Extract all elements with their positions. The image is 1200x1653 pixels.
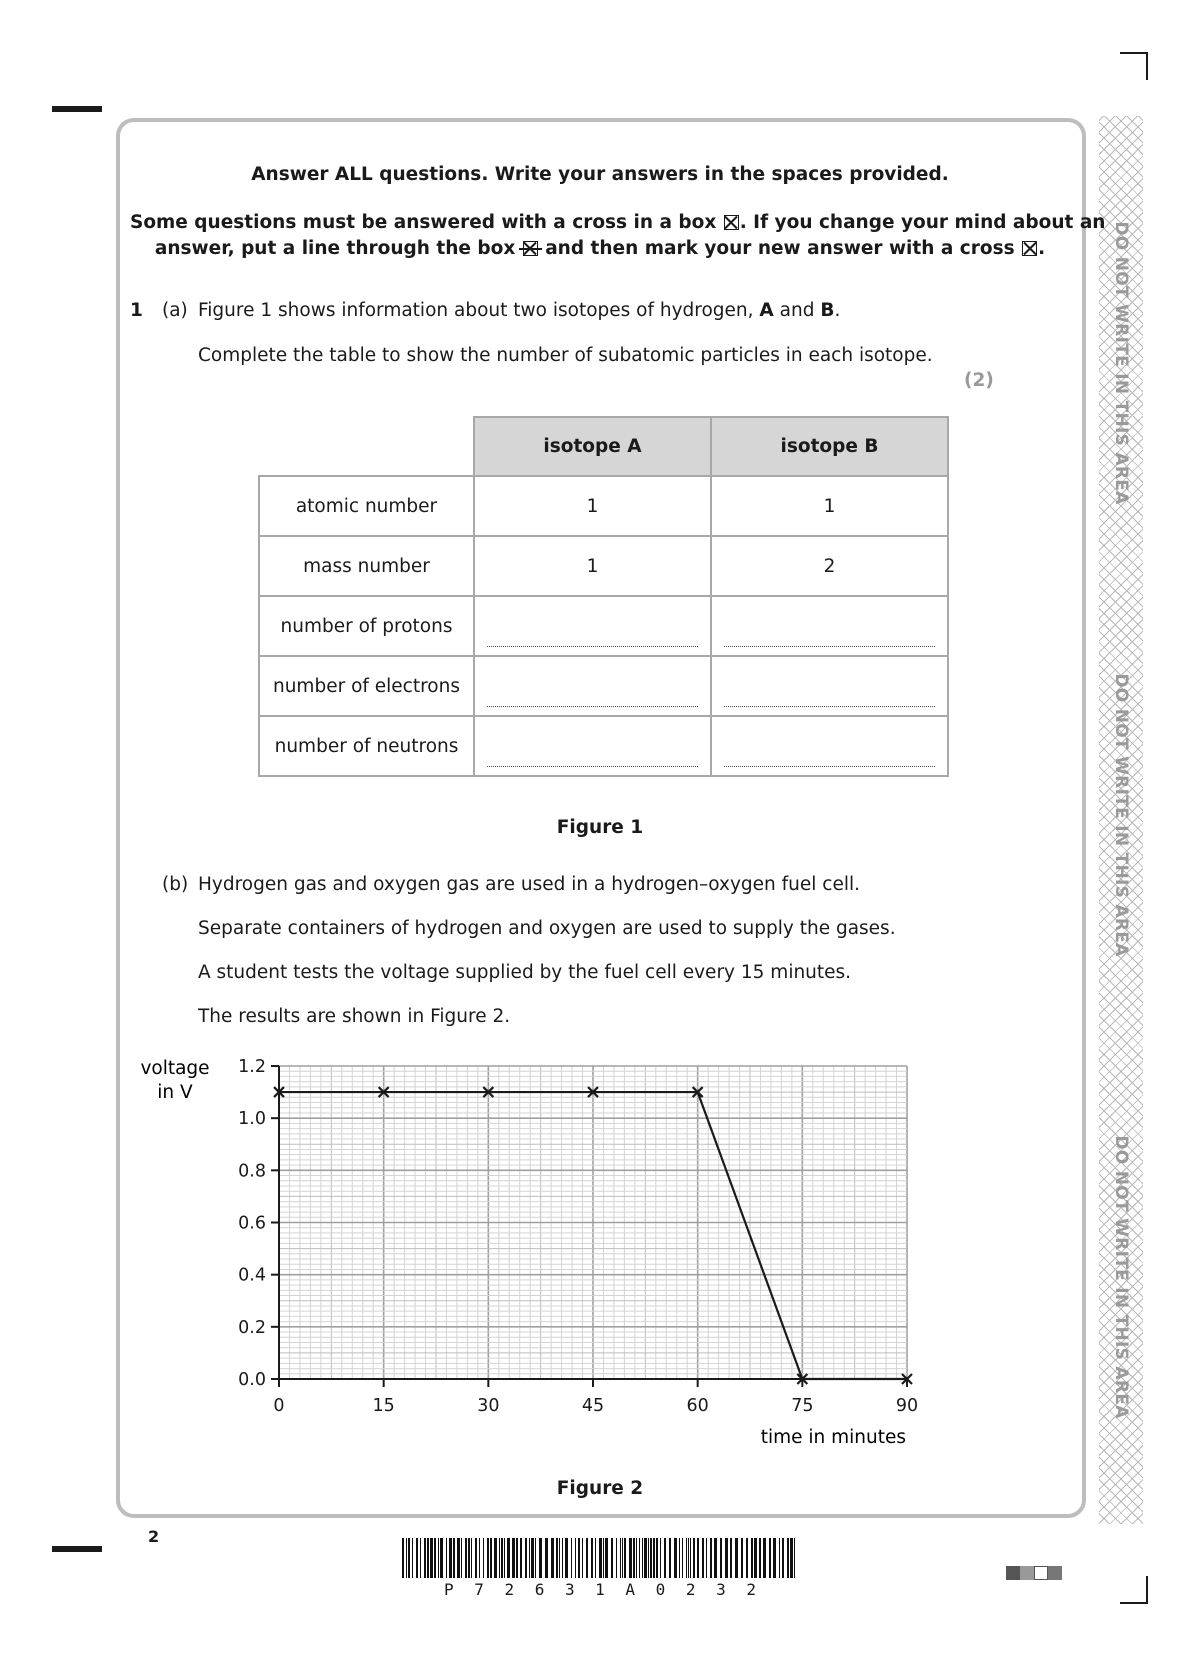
barcode-bar: [562, 1538, 563, 1578]
barcode-bar: [763, 1538, 766, 1578]
barcode-bar: [790, 1538, 793, 1578]
barcode-bar: [741, 1538, 743, 1578]
part-b-label: (b): [162, 874, 189, 895]
chart-axes: [238, 1057, 918, 1416]
barcode-bar: [769, 1538, 771, 1578]
barcode-bar: [565, 1538, 568, 1578]
barcode-bar: [639, 1538, 640, 1578]
marks-label: (2): [964, 370, 994, 391]
barcode-bar: [539, 1538, 542, 1578]
barcode-bar: [656, 1538, 658, 1578]
x-tick-label: 45: [581, 1396, 605, 1416]
barcode-bar: [611, 1538, 613, 1578]
barcode-character: 3: [564, 1580, 575, 1599]
y-tick-label: 0.4: [238, 1265, 266, 1286]
barcode-bar: [679, 1538, 680, 1578]
barcode-bar: [633, 1538, 635, 1578]
page-number: 2: [148, 1527, 160, 1546]
barcode-bar: [714, 1538, 717, 1578]
barcode-bar: [620, 1538, 621, 1578]
barcode-character: 2: [746, 1580, 756, 1599]
row-label: mass number: [259, 536, 474, 596]
barcode-bar: [440, 1538, 443, 1578]
chart-grid: [279, 1066, 907, 1379]
barcode-bar: [599, 1538, 602, 1578]
instruction-line-2-start: Some questions must be answered with a cross in a box: [130, 212, 717, 233]
barcode-bar: [449, 1538, 452, 1578]
cell-isotope-b: 2: [711, 536, 948, 596]
question-number: 1: [130, 300, 143, 321]
barcode-bar: [720, 1538, 722, 1578]
registration-marker-4: [1048, 1566, 1062, 1580]
barcode-bar: [427, 1538, 429, 1578]
barcode-bar: [434, 1538, 436, 1578]
part-a-end: .: [834, 300, 841, 321]
figure-1-caption: Figure 1: [556, 817, 644, 838]
barcode-bar: [424, 1538, 426, 1578]
barcode-bar: [487, 1538, 489, 1578]
barcode-bar: [512, 1538, 515, 1578]
barcode-character: 1: [595, 1580, 605, 1599]
barcode-bar: [591, 1538, 593, 1578]
barcode-bar: [664, 1538, 666, 1578]
do-not-write-label-bottom: DO NOT WRITE IN THIS AREA: [1111, 1135, 1131, 1419]
barcode-bar: [605, 1538, 608, 1578]
part-b-line-2: Separate containers of hydrogen and oxygen are used to supply the gases.: [198, 918, 896, 939]
barcode-bar: [730, 1538, 732, 1578]
barcode-bar: [622, 1538, 623, 1578]
part-a-label: (a): [162, 300, 188, 321]
barcode-bar: [773, 1538, 776, 1578]
row-label: number of neutrons: [259, 716, 474, 776]
barcode-bar: [751, 1538, 753, 1578]
y-axis-label-line-2: in V: [157, 1082, 193, 1103]
isotope-b-ref: B: [820, 300, 835, 321]
barcode-bar: [529, 1538, 530, 1578]
barcode-bar: [629, 1538, 632, 1578]
barcode-bar: [746, 1538, 748, 1578]
barcode-bar: [520, 1538, 522, 1578]
barcode-bar: [461, 1538, 462, 1578]
barcode-bar: [697, 1538, 699, 1578]
do-not-write-label-middle: DO NOT WRITE IN THIS AREA: [1111, 673, 1131, 957]
cell-isotope-b: 1: [711, 476, 948, 536]
barcode-bar: [682, 1538, 683, 1578]
barcode-bar: [416, 1538, 418, 1578]
barcode-bar: [642, 1538, 643, 1578]
part-a-and: and: [773, 300, 821, 321]
header-isotope-b: isotope B: [711, 417, 948, 476]
isotope-a-ref: A: [759, 300, 774, 321]
row-label: atomic number: [259, 476, 474, 536]
instruction-line-3-end: .: [1038, 238, 1046, 259]
row-label: number of protons: [259, 596, 474, 656]
barcode-bar: [483, 1538, 484, 1578]
barcode-bar: [471, 1538, 472, 1578]
barcode-bar: [688, 1538, 689, 1578]
barcode-bar: [616, 1538, 617, 1578]
barcode-bar: [595, 1538, 596, 1578]
barcode-bar: [674, 1538, 677, 1578]
barcode-bar: [406, 1538, 407, 1578]
y-axis-label-line-1: voltage: [140, 1058, 210, 1079]
barcode-bar: [624, 1538, 626, 1578]
barcode-bar: [479, 1538, 480, 1578]
barcode-bar: [660, 1538, 661, 1578]
barcode-bar: [779, 1538, 780, 1578]
part-a-instruction: Complete the table to show the number of subatomic particles in each isotope.: [198, 345, 933, 366]
x-axis-label: time in minutes: [760, 1427, 906, 1448]
barcode-bar: [531, 1538, 534, 1578]
barcode-bar: [551, 1538, 554, 1578]
barcode-character: 0: [655, 1580, 666, 1599]
barcode-character: 6: [534, 1580, 545, 1599]
barcode-bar: [545, 1538, 548, 1578]
registration-marker-2: [1020, 1566, 1034, 1580]
x-tick-label: 75: [791, 1396, 814, 1416]
barcode-character: P: [444, 1580, 454, 1599]
x-tick-label: 30: [477, 1396, 500, 1416]
instruction-line-3-start: answer, put a line through the box: [154, 238, 516, 259]
y-tick-label: 0.0: [238, 1370, 266, 1390]
barcode-bar: [438, 1538, 439, 1578]
barcode-bar: [754, 1538, 757, 1578]
barcode-bar: [782, 1538, 784, 1578]
barcode-bar: [586, 1538, 588, 1578]
barcode-bar: [490, 1538, 492, 1578]
part-b-line-1: Hydrogen gas and oxygen gas are used in a hydrogen–oxygen fuel cell.: [198, 874, 861, 895]
barcode-bar: [494, 1538, 497, 1578]
barcode-bar: [686, 1538, 687, 1578]
barcode-bar: [412, 1538, 413, 1578]
cell-isotope-a: 1: [474, 536, 711, 596]
barcode-character: 2: [685, 1580, 696, 1599]
barcode-bar: [535, 1538, 536, 1578]
instruction-line-1: Answer ALL questions. Write your answers in the spaces provided.: [251, 164, 949, 185]
barcode-bar: [578, 1538, 580, 1578]
instruction-line-2-end: . If you change your mind about an: [739, 212, 1106, 233]
barcode-bar: [725, 1538, 728, 1578]
barcode-text: [402, 1580, 798, 1599]
x-tick-label: 90: [895, 1396, 919, 1416]
barcode-bar: [430, 1538, 433, 1578]
part-b-line-3: A student tests the voltage supplied by the fuel cell every 15 minutes.: [198, 962, 852, 983]
y-tick-label: 1.2: [238, 1057, 266, 1077]
barcode-bar: [525, 1538, 527, 1578]
barcode-character: 3: [716, 1580, 726, 1599]
barcode-bar: [559, 1538, 560, 1578]
barcode-bar: [468, 1538, 470, 1578]
barcode-bar: [603, 1538, 604, 1578]
barcode-bar: [571, 1538, 572, 1578]
barcode-bar: [507, 1538, 510, 1578]
barcode-character: 2: [504, 1580, 515, 1599]
y-tick-label: 0.6: [238, 1213, 266, 1234]
part-a-text-start: Figure 1 shows information about two isotopes of hydrogen,: [198, 300, 760, 321]
barcode-bar: [402, 1538, 404, 1578]
barcode-bar: [787, 1538, 789, 1578]
barcode-bar: [648, 1538, 649, 1578]
barcode-bar: [420, 1538, 421, 1578]
registration-marker-3: [1034, 1566, 1048, 1580]
barcode-bar: [453, 1538, 455, 1578]
row-label: number of electrons: [259, 656, 474, 716]
barcode-character: 7: [474, 1580, 484, 1599]
cell-isotope-a: 1: [474, 476, 711, 536]
barcode: [402, 1538, 798, 1578]
part-b-line-4: The results are shown in Figure 2.: [198, 1006, 511, 1027]
y-tick-label: 0.8: [238, 1161, 266, 1182]
figure-2-caption: Figure 2: [556, 1478, 644, 1499]
barcode-bar: [690, 1538, 691, 1578]
y-tick-label: 1.0: [238, 1109, 266, 1130]
instruction-line-3-middle: and then mark your new answer with a cross: [545, 238, 1015, 259]
barcode-bar: [644, 1538, 647, 1578]
barcode-bar: [501, 1538, 503, 1578]
barcode-bar: [702, 1538, 704, 1578]
registration-marker-1: [1006, 1566, 1020, 1580]
x-tick-label: 60: [686, 1396, 709, 1416]
barcode-bar: [710, 1538, 712, 1578]
barcode-bar: [582, 1538, 583, 1578]
barcode-bar: [556, 1538, 558, 1578]
barcode-bar: [669, 1538, 671, 1578]
barcode-bar: [504, 1538, 505, 1578]
do-not-write-label-top: DO NOT WRITE IN THIS AREA: [1111, 221, 1131, 505]
header-isotope-a: isotope A: [474, 417, 711, 476]
barcode-bar: [516, 1538, 518, 1578]
barcode-bar: [475, 1538, 477, 1578]
barcode-bar: [575, 1538, 576, 1578]
barcode-bar: [465, 1538, 467, 1578]
barcode-bar: [653, 1538, 655, 1578]
barcode-bar: [446, 1538, 447, 1578]
y-tick-label: 0.2: [238, 1317, 266, 1338]
barcode-bar: [408, 1538, 410, 1578]
barcode-bar: [499, 1538, 500, 1578]
barcode-bar: [693, 1538, 695, 1578]
barcode-bar: [650, 1538, 652, 1578]
barcode-bar: [457, 1538, 460, 1578]
x-tick-label: 0: [273, 1396, 285, 1416]
barcode-bar: [794, 1538, 795, 1578]
barcode-character: A: [625, 1580, 636, 1599]
barcode-bar: [759, 1538, 761, 1578]
x-tick-label: 15: [372, 1396, 395, 1416]
barcode-bar: [636, 1538, 637, 1578]
barcode-bar: [735, 1538, 738, 1578]
barcode-bar: [706, 1538, 707, 1578]
